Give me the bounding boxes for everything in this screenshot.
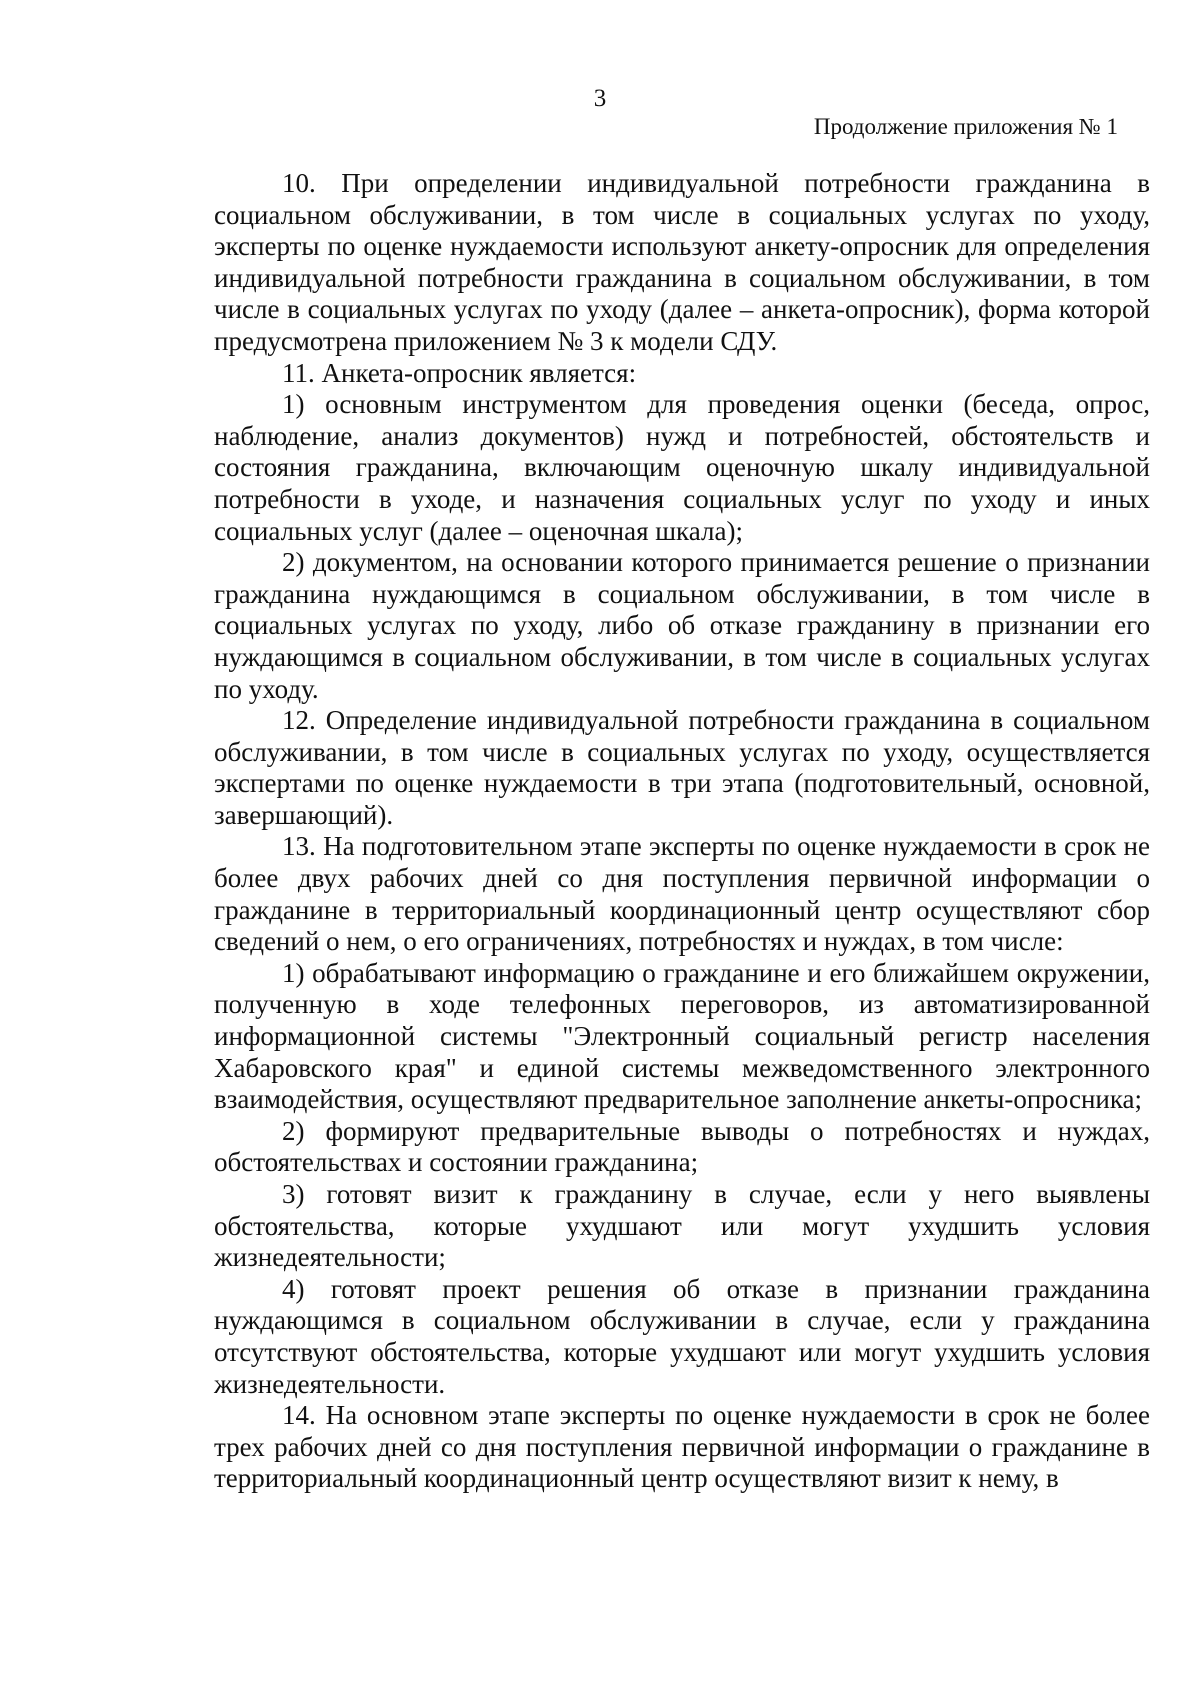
paragraph-13-item-2: 2) формируют предварительные выводы о потребностях и нуждах, обстоятельствах и состоянии гражданина; (214, 1115, 1150, 1178)
appendix-continuation-label: Продолжение приложения № 1 (813, 114, 1118, 139)
paragraph-14: 14. На основном этапе эксперты по оценке нуждаемости в срок не более трех рабочих дней со дня поступления первичной информации о гражданине в территориальный координационный центр осуществляют визит к нему, в (214, 1400, 1150, 1494)
paragraph-11-item-2: 2) документом, на основании которого принимается решение о признании гражданина нуждающимся в социальном обслуживании, в том числе в социальных услугах по уходу, либо об отказе гражданину в признании его нуждающимся в социальном обслуживании, в том числе в социальных услугах по уходу. (214, 547, 1150, 704)
paragraph-12: 12. Определение индивидуальной потребности гражданина в социальном обслуживании, в том числе в социальных услугах по уходу, осуществляется экспертами по оценке нуждаемости в три этапа (подготовительный, основной, завершающий). (214, 705, 1150, 830)
paragraph-13-item-3: 3) готовят визит к гражданину в случае, если у него выявлены обстоятельства, которые ухудшают или могут ухудшить условия жизнедеятельности; (214, 1179, 1150, 1273)
paragraph-13-item-4: 4) готовят проект решения об отказе в признании гражданина нуждающимся в социальном обслуживании в случае, если у гражданина отсутствуют обстоятельства, которые ухудшают или могут ухудшить условия жизнедеятельности. (214, 1273, 1150, 1399)
paragraph-10: 10. При определении индивидуальной потребности гражданина в социальном обслуживании, в том числе в социальных услугах по уходу, эксперты по оценке нуждаемости используют анкету-опросник для определения индивидуальной потребности гражданина в социальном обслуживании, в том числе в социальных услугах по уходу (далее – анкета-опросник), форма которой предусмотрена приложением № 3 к модели СДУ. (214, 168, 1150, 356)
paragraph-13: 13. На подготовительном этапе эксперты по оценке нуждаемости в срок не более двух рабочих дней со дня поступления первичной информации о гражданине в территориальный координационный центр осуществляют сбор сведений о нем, о его ограничениях, потребностях и нуждах, в том числе: (214, 831, 1150, 957)
paragraph-11: 11. Анкета-опросник является: (282, 357, 637, 388)
paragraph-13-item-1: 1) обрабатывают информацию о гражданине и его ближайшем окружении, полученную в ходе телефонных переговоров, из автоматизированной информационной системы "Электронный социальный регистр населения Хабаровского края" и единой системы межведомственного электронного взаимодействия, осуществляют предварительное заполнение анкеты-опросника; (214, 957, 1150, 1115)
document-body (214, 168, 1150, 1495)
page-number: 3 (593, 85, 607, 112)
paragraph-11-item-1: 1) основным инструментом для проведения оценки (беседа, опрос, наблюдение, анализ документов) нужд и потребностей, обстоятельств и состояния гражданина, включающим оценочную шкалу индивидуальной потребности в уходе, и назначения социальных услуг по уходу и иных социальных услуг (далее – оценочная шкала); (214, 389, 1150, 546)
